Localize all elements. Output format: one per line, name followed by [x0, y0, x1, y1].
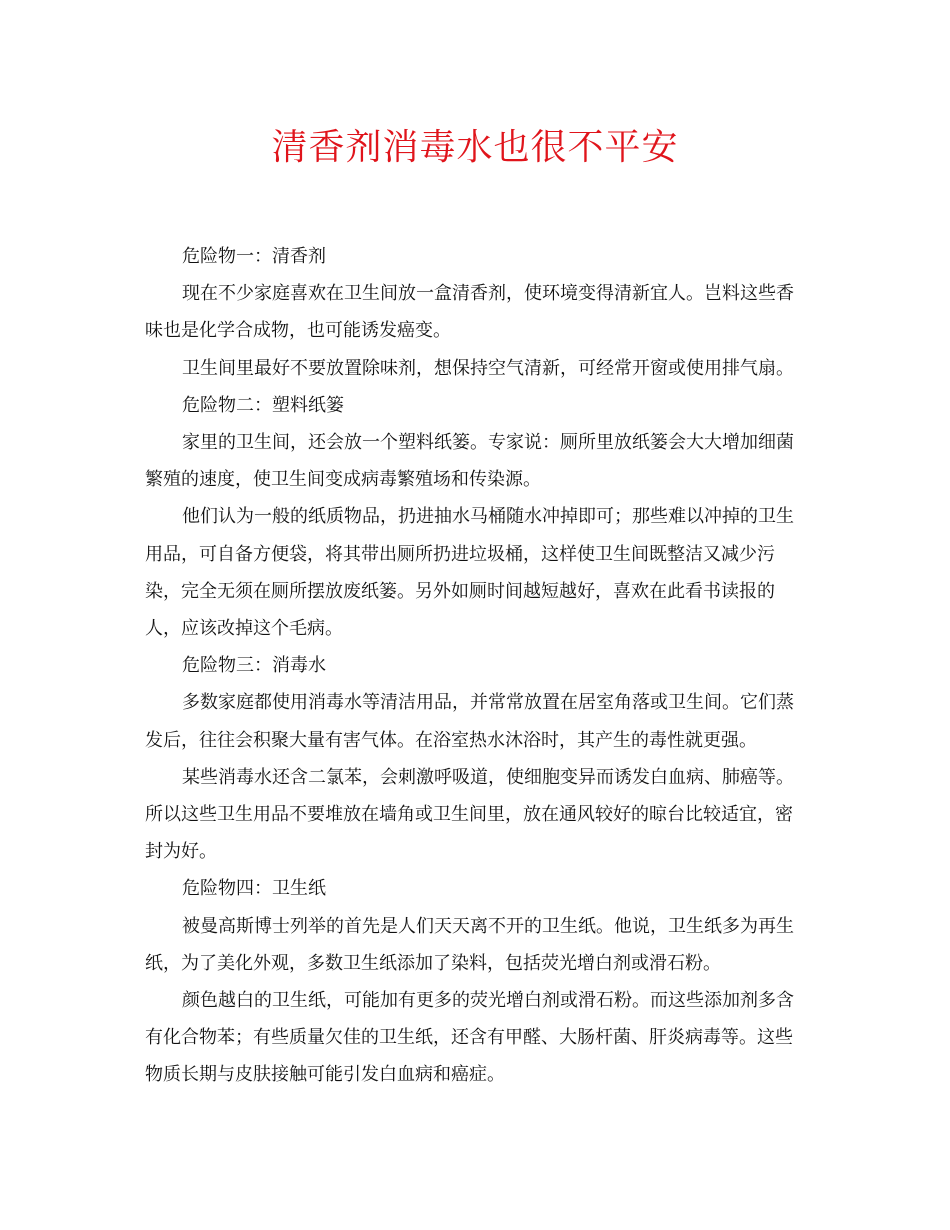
document-body: [145, 238, 805, 1094]
paragraph: 某些消毒水还含二氯苯，会刺激呼吸道，使细胞变异而诱发白血病、肺癌等。所以这些卫生用品不要堆放在墙角或卫生间里，放在通风较好的晾台比较适宜，密封为好。: [145, 766, 794, 863]
paragraph: 颜色越白的卫生纸，可能加有更多的荧光增白剂或滑石粉。而这些添加剂多含有化合物苯；有些质量欠佳的卫生纸，还含有甲醛、大肠杆菌、肝炎病毒等。这些物质长期与皮肤接触可能引发白血病和癌症。: [145, 990, 794, 1086]
heading-hazard-1: 危险物一：清香剂: [182, 246, 326, 267]
paragraph: 现在不少家庭喜欢在卫生间放一盒清香剂，使环境变得清新宜人。岂料这些香味也是化学合成物，也可能诱发癌变。: [145, 283, 794, 342]
paragraph: 卫生间里最好不要放置除味剂，想保持空气清新，可经常开窗或使用排气扇。: [182, 357, 794, 379]
heading-hazard-3: 危险物三：消毒水: [182, 655, 326, 677]
heading-hazard-2: 危险物二：塑料纸篓: [182, 394, 344, 416]
heading-hazard-4: 危险物四：卫生纸: [182, 878, 326, 900]
paragraph: 家里的卫生间，还会放一个塑料纸篓。专家说：厕所里放纸篓会大大增加细菌繁殖的速度，使卫生间变成病毒繁殖场和传染源。: [145, 432, 794, 491]
paragraph: 他们认为一般的纸质物品，扔进抽水马桶随水冲掉即可；那些难以冲掉的卫生用品，可自备方便袋，将其带出厕所扔进垃圾桶，这样使卫生间既整洁又减少污染，完全无须在厕所摆放废纸篓。另外如厕时间越短越好，喜欢在此看书读报的人，应该改掉这个毛病。: [145, 506, 794, 640]
paragraph: 被曼高斯博士列举的首先是人们天天离不开的卫生纸。他说，卫生纸多为再生纸，为了美化外观，多数卫生纸添加了染料，包括荧光增白剂或滑石粉。: [145, 915, 794, 974]
paragraph: 多数家庭都使用消毒水等清洁用品，并常常放置在居室角落或卫生间。它们蒸发后，往往会积聚大量有害气体。在浴室热水沐浴时，其产生的毒性就更强。: [145, 692, 794, 751]
document-title: 清香剂消毒水也很不平安: [271, 127, 679, 168]
